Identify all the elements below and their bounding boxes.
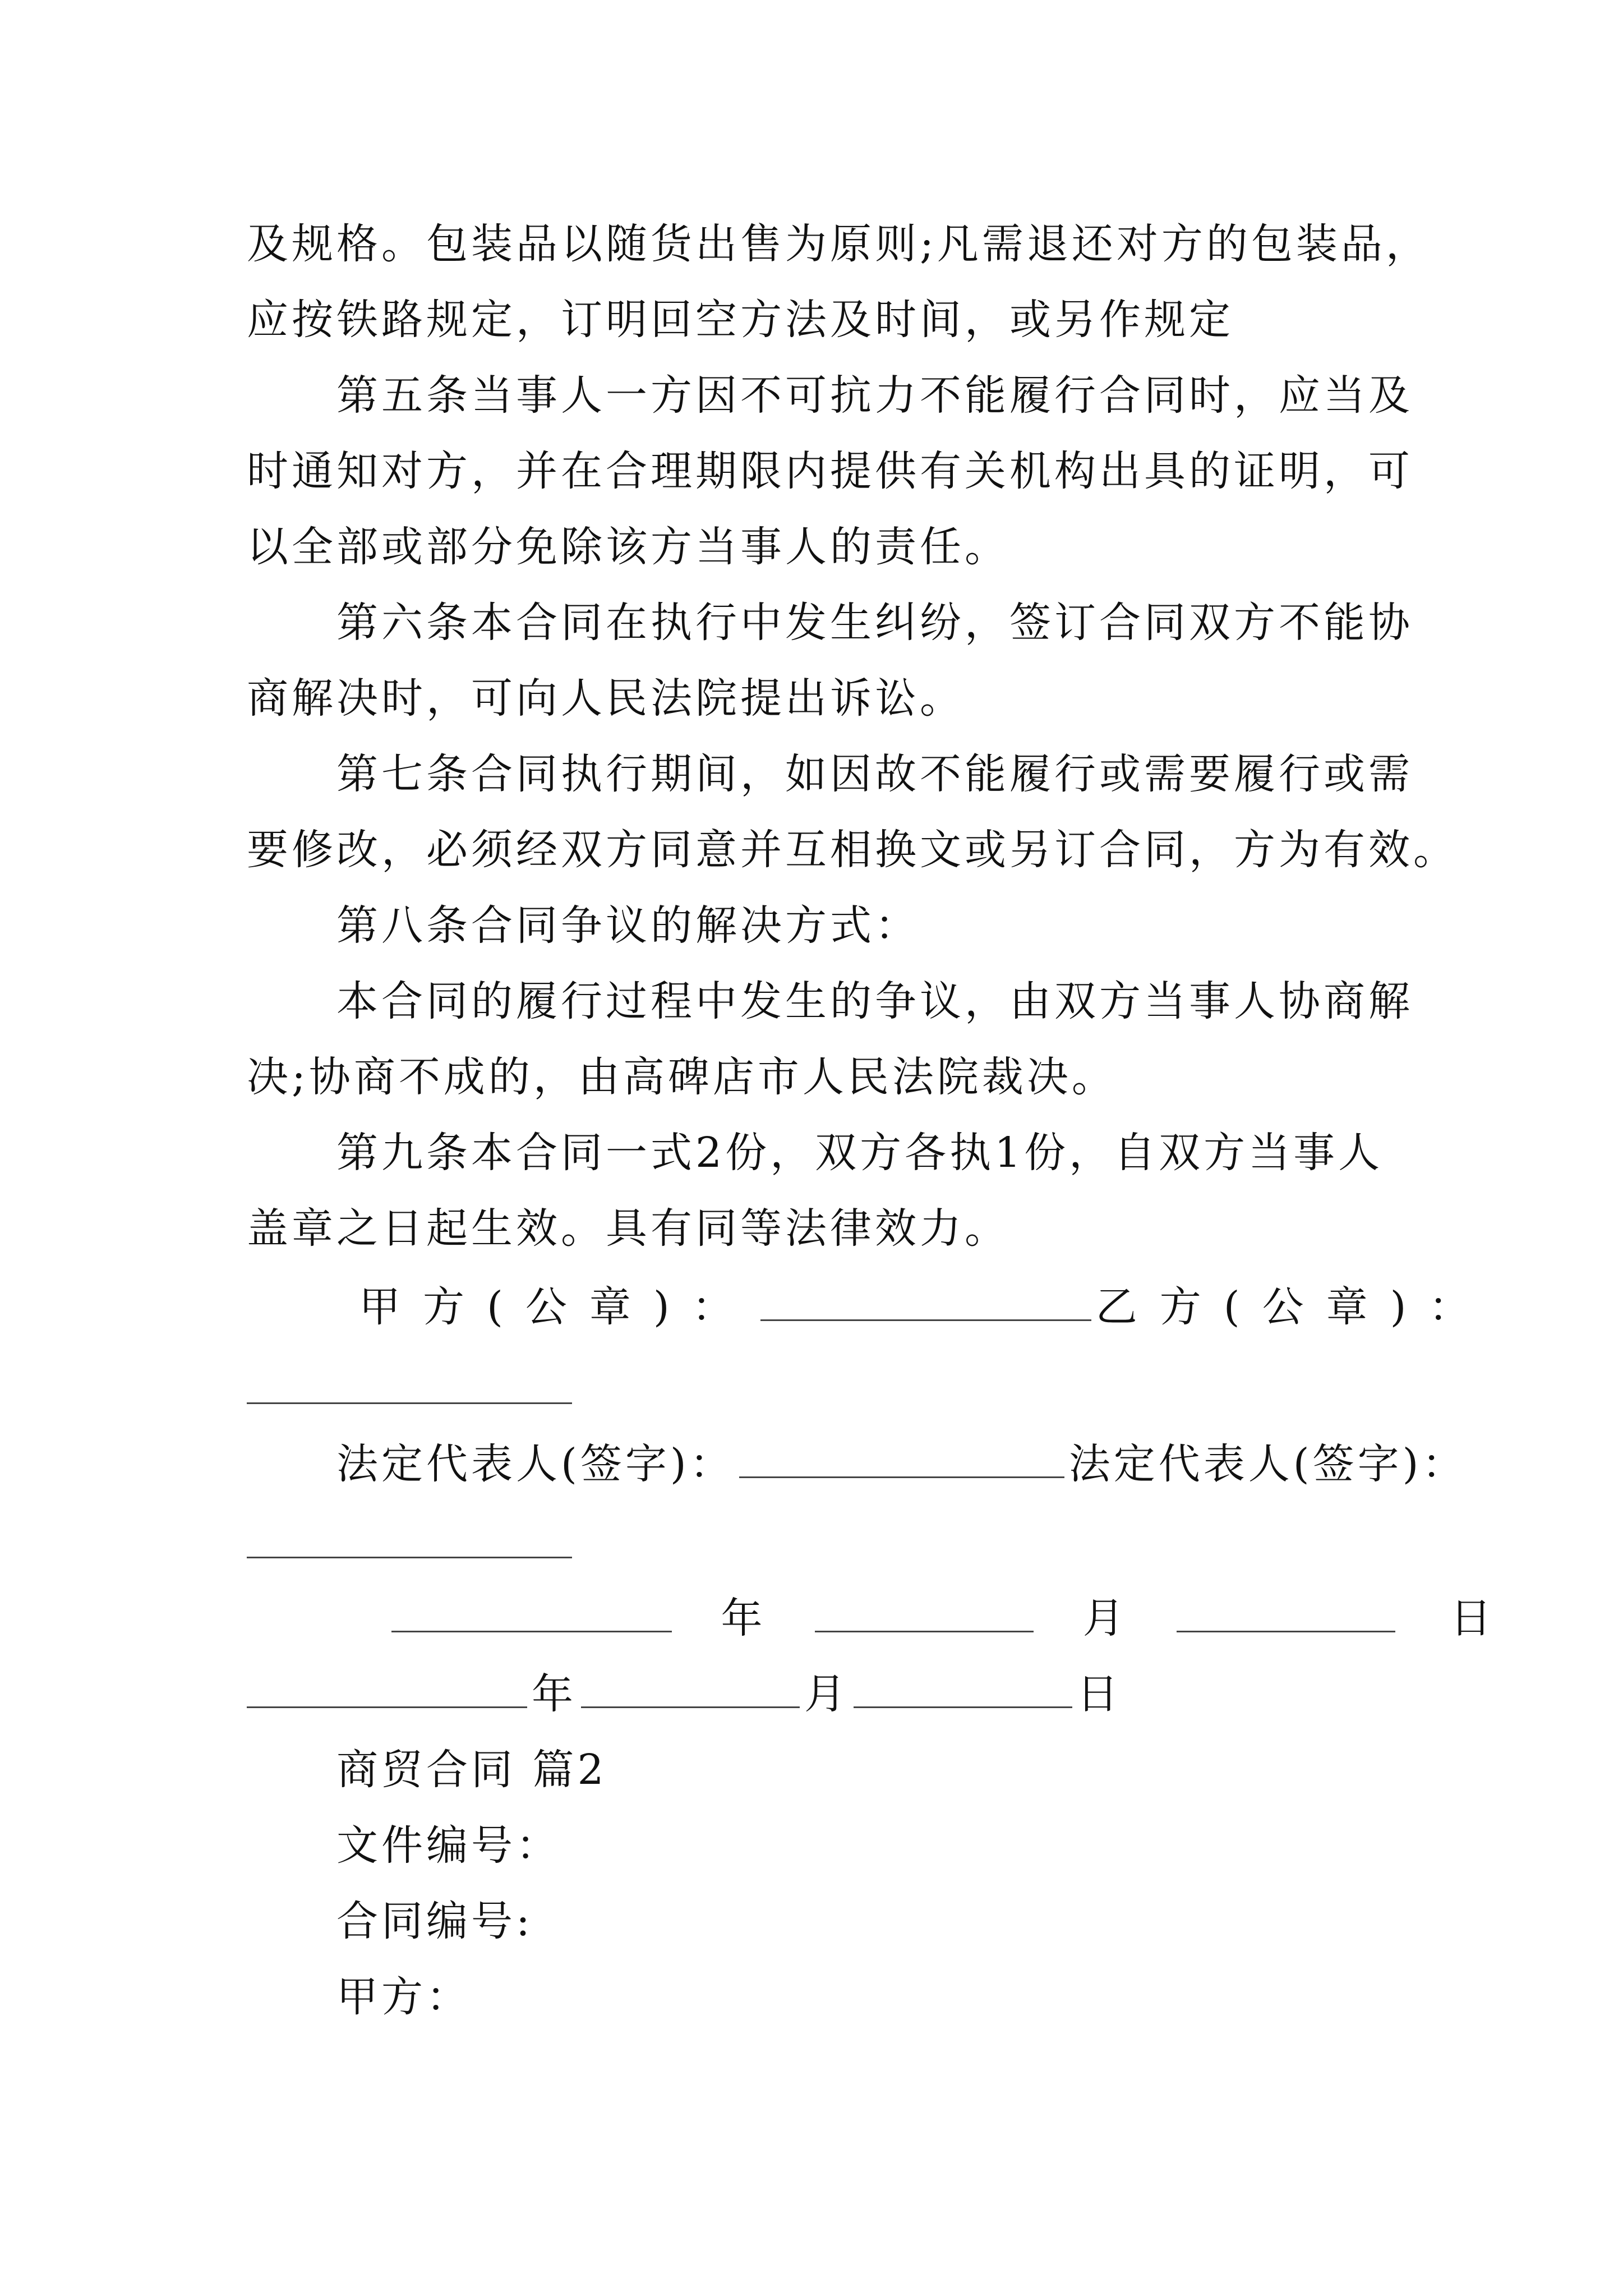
paragraph-line: 应按铁路规定，订明回空方法及时间，或另作规定 xyxy=(247,296,1234,344)
year-blank[interactable] xyxy=(247,1667,527,1708)
paragraph-line: 商解决时，可向人民法院提出诉讼。 xyxy=(247,674,965,723)
day-blank[interactable] xyxy=(854,1667,1072,1708)
party-b-seal-blank[interactable] xyxy=(247,1402,572,1404)
clause-7-start: 第七条合同执行期间，如因故不能履行或需要履行或需 xyxy=(336,750,1413,798)
rep-a-label: 法定代表人(签字)： xyxy=(336,1440,735,1488)
party-a-seal-blank[interactable] xyxy=(760,1280,1091,1321)
paragraph-line: 盖章之日起生效。具有同等法律效力。 xyxy=(247,1204,1009,1253)
clause-8-body: 本合同的履行过程中发生的争议，由双方当事人协商解 xyxy=(336,977,1413,1025)
month-blank[interactable] xyxy=(815,1591,1034,1632)
file-number-label: 文件编号： xyxy=(336,1821,561,1870)
rep-b-label: 法定代表人(签字)： xyxy=(1068,1440,1467,1488)
year-label: 年 xyxy=(532,1670,577,1718)
month-label: 月 xyxy=(1082,1594,1128,1642)
clause-6-start: 第六条本合同在执行中发生纠纷，签订合同双方不能协 xyxy=(336,599,1413,647)
date-row-a xyxy=(387,1590,1495,1646)
clause-5-start: 第五条当事人一方因不可抗力不能履行合同时，应当及 xyxy=(336,371,1413,420)
contract-number-label: 合同编号: xyxy=(336,1897,533,1945)
rep-b-blank[interactable] xyxy=(247,1557,572,1558)
party-a-label: 甲方： xyxy=(336,1973,471,2021)
section-title: 商贸合同 篇2 xyxy=(336,1746,607,1794)
clause-9-start: 第九条本合同一式2份，双方各执1份，自双方当事人 xyxy=(336,1129,1384,1177)
day-label: 日 xyxy=(1450,1594,1495,1642)
year-label: 年 xyxy=(721,1594,766,1642)
paragraph-line: 决;协商不成的，由高碑店市人民法院裁决。 xyxy=(247,1053,1117,1101)
paragraph-line: 及规格。包装品以随货出售为原则;凡需退还对方的包装品， xyxy=(247,220,1431,268)
rep-a-blank[interactable] xyxy=(739,1437,1064,1478)
party-b-seal-label: 乙方(公章)： xyxy=(1095,1283,1493,1331)
clause-8-heading: 第八条合同争议的解决方式： xyxy=(336,901,920,950)
party-a-seal-label: 甲方(公章)： xyxy=(359,1283,756,1331)
month-blank[interactable] xyxy=(581,1667,800,1708)
representative-row xyxy=(336,1436,1467,1492)
day-label: 日 xyxy=(1077,1670,1122,1718)
year-blank[interactable] xyxy=(391,1591,672,1632)
seal-row xyxy=(359,1279,1493,1335)
day-blank[interactable] xyxy=(1177,1591,1395,1632)
paragraph-line: 以全部或部分免除该方当事人的责任。 xyxy=(247,523,1009,571)
date-row-b xyxy=(247,1666,1391,1722)
month-label: 月 xyxy=(804,1670,849,1718)
paragraph-line: 时通知对方，并在合理期限内提供有关机构出具的证明，可 xyxy=(247,447,1413,495)
paragraph-line: 要修改，必须经双方同意并互相换文或另订合同，方为有效。 xyxy=(247,826,1458,874)
